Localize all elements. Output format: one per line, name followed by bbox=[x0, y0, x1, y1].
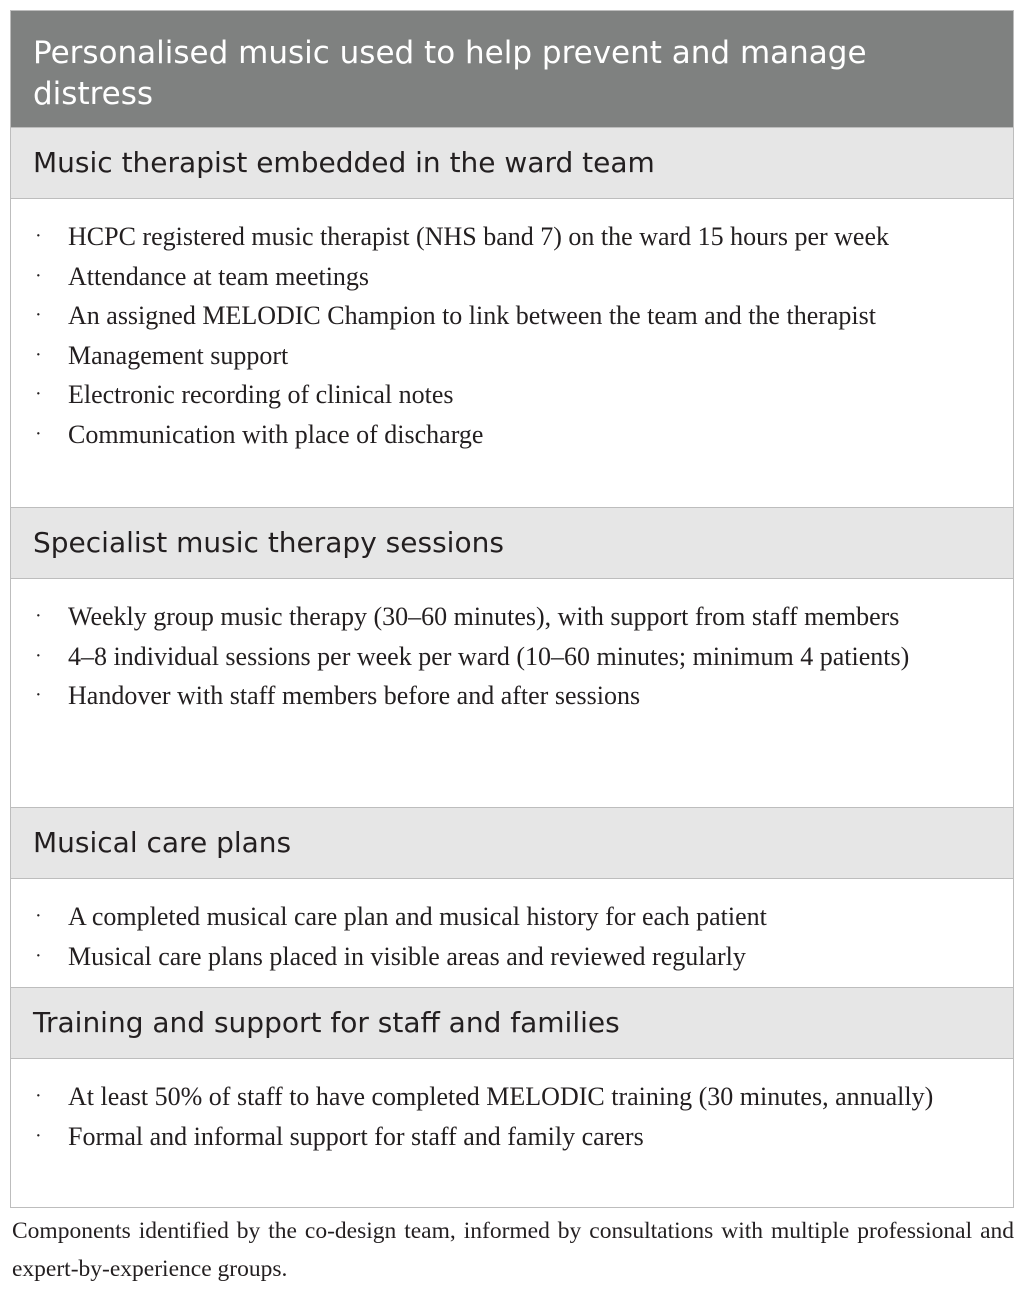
section-header-training-support: Training and support for staff and families bbox=[11, 987, 1013, 1059]
list-item: · 4–8 individual sessions per week per ward (10–60 minutes; minimum 4 patients) bbox=[31, 637, 993, 677]
bullet-icon: · bbox=[35, 644, 42, 667]
bullet-icon: · bbox=[35, 944, 42, 967]
list-item: · Formal and informal support for staff and family carers bbox=[31, 1117, 993, 1157]
bullet-icon: · bbox=[35, 1085, 42, 1107]
bullet-icon: · bbox=[35, 264, 42, 287]
bullet-icon: · bbox=[35, 343, 42, 366]
list-item: · Musical care plans placed in visible areas and reviewed regularly bbox=[31, 937, 993, 977]
table-title: Personalised music used to help prevent and manage distress bbox=[11, 11, 1013, 127]
components-table bbox=[10, 10, 1014, 1208]
section-body-music-therapist bbox=[11, 199, 1013, 507]
list-item: · A completed musical care plan and musical history for each patient bbox=[31, 897, 993, 937]
bullet-icon: · bbox=[35, 605, 42, 627]
bullet-icon: · bbox=[35, 225, 42, 247]
list-item: · Attendance at team meetings bbox=[31, 257, 993, 297]
table-footnote: Components identified by the co-design team, informed by consultations with multiple professional and expert-by-experience groups. bbox=[12, 1218, 1014, 1282]
list-item: · At least 50% of staff to have completed MELODIC training (30 minutes, annually) bbox=[31, 1077, 993, 1117]
section-header-care-plans: Musical care plans bbox=[11, 807, 1013, 879]
bullet-icon: · bbox=[35, 383, 42, 405]
list-item: · HCPC registered music therapist (NHS band 7) on the ward 15 hours per week bbox=[31, 217, 993, 257]
section-header-therapy-sessions: Specialist music therapy sessions bbox=[11, 507, 1013, 579]
list-item: · An assigned MELODIC Champion to link between the team and the therapist bbox=[31, 296, 993, 336]
bullet-icon: · bbox=[35, 422, 42, 445]
section-header-music-therapist: Music therapist embedded in the ward team bbox=[11, 127, 1013, 199]
list-item: · Weekly group music therapy (30–60 minutes), with support from staff members bbox=[31, 597, 993, 637]
list-item: · Communication with place of discharge bbox=[31, 415, 993, 455]
bullet-icon: · bbox=[35, 1124, 42, 1147]
list-item: · Handover with staff members before and after sessions bbox=[31, 676, 993, 716]
bullet-icon: · bbox=[35, 304, 42, 326]
bullet-icon: · bbox=[35, 905, 42, 927]
bullet-icon: · bbox=[35, 684, 42, 706]
section-body-therapy-sessions bbox=[11, 579, 1013, 807]
section-body-training-support bbox=[11, 1059, 1013, 1207]
list-item: · Management support bbox=[31, 336, 993, 376]
section-body-care-plans bbox=[11, 879, 1013, 987]
list-item: · Electronic recording of clinical notes bbox=[31, 375, 993, 415]
